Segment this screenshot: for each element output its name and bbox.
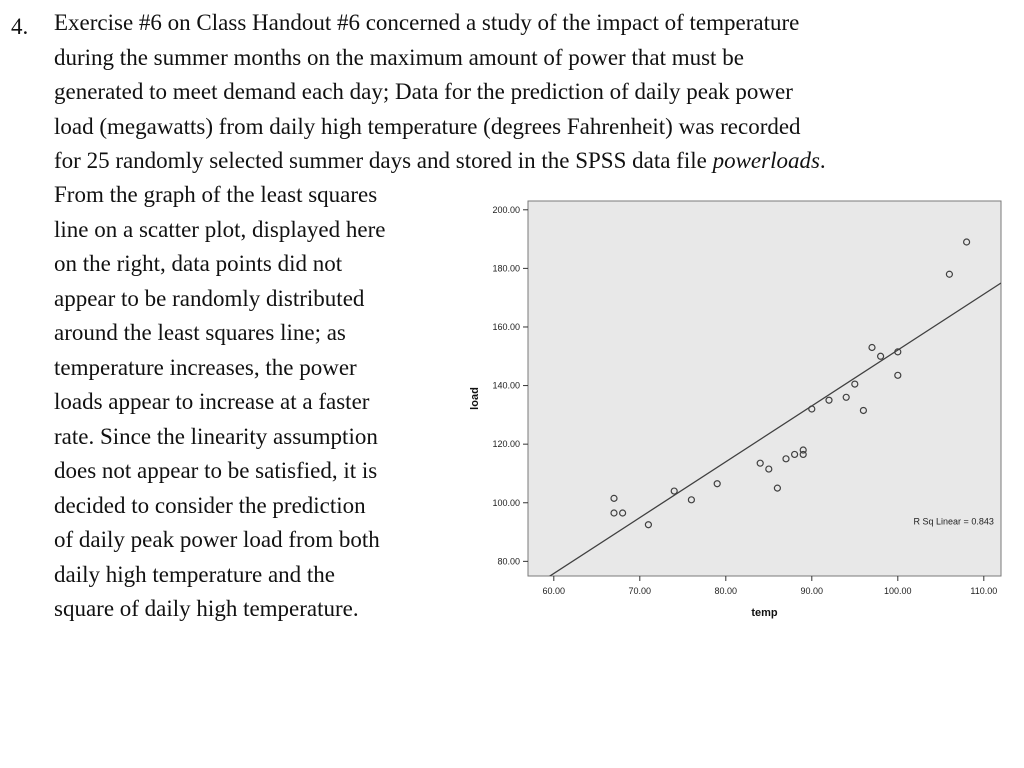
discussion-line: rate. Since the linearity assumption xyxy=(54,423,378,449)
discussion-line: temperature increases, the power xyxy=(54,354,357,380)
x-tick-label: 110.00 xyxy=(970,586,998,596)
y-tick-label: 100.00 xyxy=(492,497,520,508)
discussion-line: of daily peak power load from both xyxy=(54,527,380,552)
y-tick-label: 200.00 xyxy=(492,204,520,215)
y-tick-label: 80.00 xyxy=(497,556,520,567)
intro-line: during the summer months on the maximum amount of power that must be xyxy=(54,44,744,70)
discussion-line: appear to be randomly distributed xyxy=(54,285,365,311)
discussion-line: square of daily high temperature. xyxy=(54,596,359,621)
x-tick-label: 100.00 xyxy=(884,586,912,596)
intro-line-suffix: . xyxy=(819,148,826,173)
y-tick-label: 140.00 xyxy=(492,380,520,391)
item-number: 4. xyxy=(11,14,29,39)
data-file-name: powerloads xyxy=(712,148,820,173)
r-squared-annotation: R Sq Linear = 0.843 xyxy=(913,516,994,527)
x-tick-label: 80.00 xyxy=(714,586,738,596)
intro-paragraph xyxy=(54,6,1014,179)
intro-line-prefix: for 25 randomly selected summer days and stored in the SPSS data file xyxy=(54,148,713,173)
intro-line: generated to meet demand each day; Data for the prediction of daily peak power xyxy=(54,79,793,104)
discussion-line: daily high temperature and the xyxy=(54,561,336,587)
intro-line: Exercise #6 on Class Handout #6 concerned a study of the impact of temperature xyxy=(54,10,800,35)
discussion-line: around the least squares line; as xyxy=(54,320,346,345)
x-tick-label: 70.00 xyxy=(628,586,652,596)
y-tick-label: 160.00 xyxy=(492,321,520,332)
intro-line: load (megawatts) from daily high temperature (degrees Fahrenheit) was recorded xyxy=(54,113,801,139)
y-tick-label: 120.00 xyxy=(492,439,520,450)
scatter-plot xyxy=(464,195,1009,630)
discussion-line: loads appear to increase at a faster xyxy=(54,389,370,414)
x-axis-label: temp xyxy=(751,607,778,619)
discussion-line: does not appear to be satisfied, it is xyxy=(54,458,378,483)
discussion-line: decided to consider the prediction xyxy=(54,492,366,518)
discussion-line: line on a scatter plot, displayed here xyxy=(54,216,386,242)
x-tick-label: 90.00 xyxy=(800,586,824,596)
x-tick-label: 60.00 xyxy=(542,586,566,596)
y-axis-label: load xyxy=(469,387,481,410)
intro-line-last xyxy=(54,144,1014,179)
discussion-line: From the graph of the least squares xyxy=(54,182,378,207)
discussion-paragraph xyxy=(54,178,474,627)
discussion-line: on the right, data points did not xyxy=(54,251,343,276)
y-tick-label: 180.00 xyxy=(492,263,520,274)
